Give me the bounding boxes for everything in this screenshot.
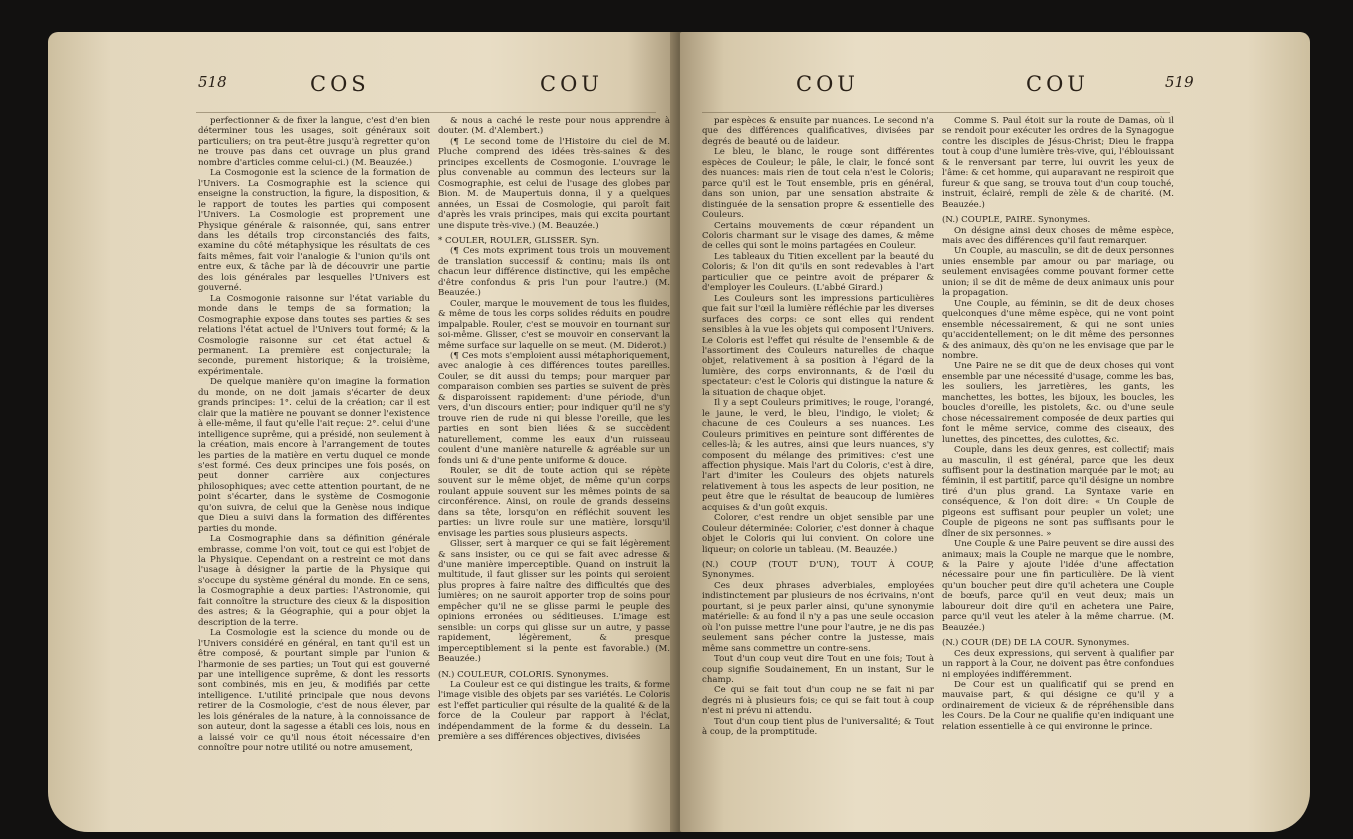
paragraph: De quelque manière qu'on imagine la formation du monde, on ne doit jamais s'écarter de deux grands principes: 1°. celui de la création; car il est clair que la matière ne pouvant se donner l'existence à elle-même, il faut qu'elle l'ait reçue: 2°. celui d'une intelligence suprême, qui a présidé, non seulement à la création, mais encore à l'arrangement de toutes les parties de la matière en vertu duquel ce monde s'est formé. Ces deux principes une fois posés, on peut donner carrière aux conjectures philosophiques; avec cette attention pourtant, de ne point s'écarter, dans le système de Cosmogonie qu'on suivra, de celui que la Genèse nous indique que Dieu a suivi dans la formation des différentes parties du monde. <box>198 377 430 534</box>
paragraph: Tout d'un coup tient plus de l'universalité; & Tout à coup, de la promptitude. <box>702 716 934 738</box>
paragraph: Couler, marque le mouvement de tous les fluides, & même de tous les corps solides réduits en poudre impalpable. Rouler, c'est se mouvoir en tournant sur soi-même. Glisser, c'est se mouvoir en conservant la même surface sur laquelle on se meut. (M. Diderot.) <box>438 298 670 351</box>
right-header-rule <box>702 112 1170 113</box>
paragraph: Certains mouvements de cœur répandent un Coloris charmant sur le visage des dames, & même de celles qui sont le moins partagées en Couleur. <box>702 220 934 252</box>
left-running-head-right: COU <box>540 72 603 96</box>
paragraph: Ces deux phrases adverbiales, employées indistinctement par plusieurs de nos écrivains, n'ont pourtant, si je peux parler ainsi, qu'une synonymie matérielle: & au fond il n'y a pas une seule occasion où l'on puisse mettre l'une pour l'autre, je ne dis pas seulement sans pécher contre la justesse, mais même sans commettre un contre-sens. <box>702 580 934 654</box>
left-column-1 <box>198 116 430 754</box>
paragraph: La Cosmographie dans sa définition générale embrasse, comme l'on voit, tout ce qui est l'objet de la Physique. Cependant on a restreint ce mot dans l'usage à désigner la partie de la Physique qui s'occupe du système général du monde. En ce sens, la Cosmographie a deux parties: l'Astronomie, qui fait connoître la structure des cieux & la disposition des astres; & la Géographie, qui a pour objet la description de la terre. <box>198 534 430 628</box>
left-column-2 <box>438 116 670 743</box>
open-book <box>48 32 1310 832</box>
paragraph: Glisser, sert à marquer ce qui se fait légèrement & sans insister, ou ce qui se fait avec adresse & d'une manière imperceptible. Quand on instruit la multitude, il faut glisser sur les points qui seroient plus propres à faire naître des difficultés que des lumières; on ne sauroit apporter trop de soins pour empêcher qu'il ne se glisse parmi le peuple des opinions erronées ou séditieuses. L'image est sensible: un corps qui glisse sur un autre, y passe rapidement, légèrement, & presque imperceptiblement si la pente est favorable.) (M. Beauzée.) <box>438 539 670 665</box>
right-running-head-left: COU <box>796 72 859 96</box>
left-page <box>48 32 678 832</box>
right-column-2 <box>942 116 1174 732</box>
paragraph: Il y a sept Couleurs primitives; le rouge, l'orangé, le jaune, le verd, le bleu, l'indigo, le violet; & chacune de ces Couleurs a ses nuances. Les Couleurs primitives en peinture sont différentes de celles-là; & les autres, ainsi que leurs nuances, s'y composent du mélange des primitives: c'est une affection physique. Mais l'art du Coloris, c'est à dire, l'art d'imiter les Couleurs des objets naturels relativement à tous les aspects de leur position, ne peut être que le résultat de beaucoup de lumières acquises & d'un goût exquis. <box>702 398 934 513</box>
paragraph: (N.) COULEUR, COLORIS. Synonymes. <box>438 669 609 680</box>
left-running-head-left: COS <box>310 72 370 96</box>
paragraph: (N.) COUP (TOUT D'UN), TOUT À COUP, Synonymes. <box>702 560 934 581</box>
right-column-1 <box>702 116 934 738</box>
paragraph: La Cosmologie est la science du monde ou de l'Univers considéré en général, en tant qu'il est un être composé, & pourtant simple par l'union & l'harmonie de ses parties; un Tout qui est gouverné par une intelligence suprême, & dont les ressorts sont combinés, mis en jeu, & modifiés par cette intelligence. L'utilité principale que nous devons retirer de la Cosmologie, c'est de nous élever, par les lois générales de la nature, à la connoissance de son auteur, dont la sagesse a établi ces lois, nous en a laissé voir ce qu'il nous étoit nécessaire d'en connoître pour notre utilité ou notre amusement, <box>198 628 430 754</box>
paragraph: Tout d'un coup veut dire Tout en une fois; Tout à coup signifie Soudainement, En un instant, Sur le champ. <box>702 654 934 686</box>
left-page-number: 518 <box>198 73 227 91</box>
paragraph: par espèces & ensuite par nuances. Le second n'a que des différences qualificatives, divisées par degrés de beauté ou de laideur. <box>702 116 934 147</box>
paragraph: Comme S. Paul étoit sur la route de Damas, où il se rendoit pour exécuter les ordres de la Synagogue contre les disciples de Jésus-Christ; Dieu le frappa tout à coup d'une lumière très-vive, qui, l'éblouissant & le renversant par terre, lui ouvrit les yeux de l'âme: & cet homme, qui auparavant ne respiroit que fureur & que sang, se trouva tout d'un coup touché, instruit, éclairé, rempli de zèle & de charité. (M. Beauzée.) <box>942 116 1174 210</box>
paragraph: Un Couple, au masculin, se dit de deux personnes unies ensemble par amour ou par mariage, ou seulement envisagées comme pouvant former cette union; il se dit de même de deux animaux unis pour la propagation. <box>942 246 1174 299</box>
right-running-head-right: COU <box>1026 72 1089 96</box>
paragraph: Colorer, c'est rendre un objet sensible par une Couleur déterminée: Colorier, c'est donner à chaque objet le Coloris qui lui convient. On colore une liqueur; on colorie un tableau. (M. Beauzée.) <box>702 513 934 555</box>
paragraph: Ces deux expressions, qui servent à qualifier par un rapport à la Cour, ne doivent pas être confondues ni employées indifféremment. <box>942 648 1174 680</box>
paragraph: & nous a caché le reste pour nous apprendre à douter. (M. d'Alembert.) <box>438 116 670 137</box>
paragraph: Rouler, se dit de toute action qui se répète souvent sur le même objet, de même qu'un corps roulant appuie souvent sur les mêmes points de sa circonférence. Ainsi, on roule de grands desseins dans sa tête, lorsqu'on en réfléchit souvent les parties: un livre roule sur une matière, lorsqu'il envisage les parties sous plusieurs aspects. <box>438 465 670 539</box>
paragraph: Une Couple & une Paire peuvent se dire aussi des animaux; mais la Couple ne marque que le nombre, & la Paire y ajoute l'idée d'une affectation nécessaire pour une fin particulière. De là vient qu'un boucher peut dire qu'il achetera une Couple de bœufs, parce qu'il en veut deux; mais un laboureur doit dire qu'il en achetera une Paire, parce qu'il veut les ateler à la même charrue. (M. Beauzée.) <box>942 539 1174 633</box>
paragraph: De Cour est un qualificatif qui se prend en mauvaise part, & qui désigne ce qu'il y a ordinairement de vicieux & de répréhensible dans les Cours. De la Cour ne qualifie qu'en indiquant une relation essentielle à ce qui environne le prince. <box>942 680 1174 732</box>
paragraph: (N.) COUPLE, PAIRE. Synonymes. <box>942 215 1091 226</box>
paragraph: Le bleu, le blanc, le rouge sont différentes espèces de Couleur; le pâle, le clair, le foncé sont des nuances: mais rien de tout cela n'est le Coloris; parce qu'il est le Tout ensemble, pris en général, dans son union, par une sensation abstraite & distinguée de la sensation propre & essentielle des Couleurs. <box>702 147 934 221</box>
paragraph: Une Couple, au féminin, se dit de deux choses quelconques d'une même espèce, qui ne vont point ensemble nécessairement, & qui ne sont unies qu'accidentellement; on le dit même des personnes & des animaux, dès qu'on ne les envisage que par le nombre. <box>942 298 1174 361</box>
paragraph: Ce qui se fait tout d'un coup ne se fait ni par degrés ni à plusieurs fois; ce qui se fait tout à coup n'est ni prévu ni attendu. <box>702 685 934 717</box>
paragraph: Les tableaux du Titien excellent par la beauté du Coloris; & l'on dit qu'ils en sont redevables à l'art particulier que ce peintre avoit de préparer & d'employer les Couleurs. (L'abbé Girard.) <box>702 251 934 294</box>
paragraph: (N.) COUR (DE) DE LA COUR. Synonymes. <box>942 638 1130 649</box>
paragraph: La Couleur est ce qui distingue les traits, & forme l'image visible des objets par ses variétés. Le Coloris est l'effet particulier qui résulte de la qualité & de la force de la Couleur par rapport à l'éclat, indépendamment de la forme & du dessein. La première a ses différences objectives, divisées <box>438 680 670 743</box>
paragraph: Couple, dans les deux genres, est collectif; mais au masculin, il est général, parce que les deux suffisent pour la destination marquée par le mot; au féminin, il est partitif, parce qu'il désigne un nombre tiré d'un plus grand. La Syntaxe varie en conséquence, & l'on doit dire: « Un Couple de pigeons est suffisant pour peupler un volet; une Couple de pigeons ne sont pas suffisants pour le dîner de six personnes. » <box>942 445 1174 539</box>
paragraph: (¶ Ces mots expriment tous trois un mouvement de translation successif & continu; mais ils ont chacun leur différence distinctive, qui les empêche d'être confondus & pris l'un pour l'autre.) (M. Beauzée.) <box>438 246 670 299</box>
paragraph: Une Paire ne se dit que de deux choses qui vont ensemble par une nécessité d'usage, comme les bas, les souliers, les jarretières, les gants, les manchettes, les bottes, les bijoux, les boucles, les boucles d'oreille, les pistolets, &c. ou d'une seule chose nécessairement composée de deux parties qui font le même service, comme des ciseaux, des lunettes, des pincettes, des culottes, &c. <box>942 361 1174 445</box>
paragraph: (¶ Ces mots s'emploient aussi métaphoriquement, avec analogie à ces différences toutes pareilles. Couler, se dit aussi du temps; pour marquer par comparaison combien ses parties se suivent de près & disparoissent rapidement: d'une période, d'un vers, d'un discours entier; pour indiquer qu'il ne s'y trouve rien de rude ni qui blesse l'oreille, que les parties en sont bien liées & se succèdent naturellement, comme les eaux d'un ruisseau coulent d'une manière naturelle & agréable sur un fonds uni & d'une pente uniforme & douce. <box>438 350 670 466</box>
paragraph: On désigne ainsi deux choses de même espèce, mais avec des différences qu'il faut remarquer. <box>942 225 1174 246</box>
paragraph: perfectionner & de fixer la langue, c'est d'en bien déterminer tous les usages, soit généraux soit particuliers; on tra peut-être jusqu'à regretter qu'on ne trouve pas dans cet ouvrage un plus grand nombre d'articles comme celui-ci.) (M. Beauzée.) <box>198 116 430 168</box>
paragraph: Les Couleurs sont les impressions particulières que fait sur l'œil la lumière réfléchie par les diverses surfaces des corps: ce sont elles qui rendent sensibles à la vue les objets qui composent l'Univers. Le Coloris est l'effet qui résulte de l'ensemble & de l'assortiment des Couleurs naturelles de chaque objet, relativement à sa position à l'égard de la lumière, des corps environnants, & de l'œil du spectateur: c'est le Coloris qui distingue la nature & la situation de chaque objet. <box>702 293 934 398</box>
paragraph: (¶ Le second tome de l'Histoire du ciel de M. Pluche comprend des idées très-saines & des principes excellents de Cosmogonie. L'ouvrage le plus convenable au commun des lecteurs sur la Cosmographie, est celui de l'usage des globes par Bion. M. de Maupertuis donna, il y a quelques années, un Essai de Cosmologie, qui paroît fait d'après les vrais principes, mais qui excita pourtant une dispute très-vive.) (M. Beauzée.) <box>438 136 670 231</box>
paragraph: * COULER, ROULER, GLISSER. Syn. <box>438 235 600 246</box>
right-page <box>680 32 1310 832</box>
paragraph: La Cosmogonie est la science de la formation de l'Univers. La Cosmographie est la science qui enseigne la construction, la figure, la disposition, & le rapport de toutes les parties qui composent l'Univers. La Cosmologie est proprement une Physique générale & raisonnée, qui, sans entrer dans les détails trop circonstanciés des faits, examine du côté métaphysique les résultats de ces faits mêmes, fait voir l'analogie & l'union qu'ils ont entre eux, & tâche par là de découvrir une partie des lois générales par lesquelles l'Univers est gouverné. <box>198 168 430 294</box>
right-page-number: 519 <box>1165 73 1194 91</box>
paragraph: La Cosmogonie raisonne sur l'état variable du monde dans le temps de sa formation; la Cosmographie expose dans toutes ses parties & ses relations l'état actuel de l'Univers tout formé; & la Cosmologie raisonne sur cet état actuel & permanent. La première est conjecturale; la seconde, purement historique; & la troisième, expérimentale. <box>198 293 430 377</box>
left-header-rule <box>196 112 656 113</box>
